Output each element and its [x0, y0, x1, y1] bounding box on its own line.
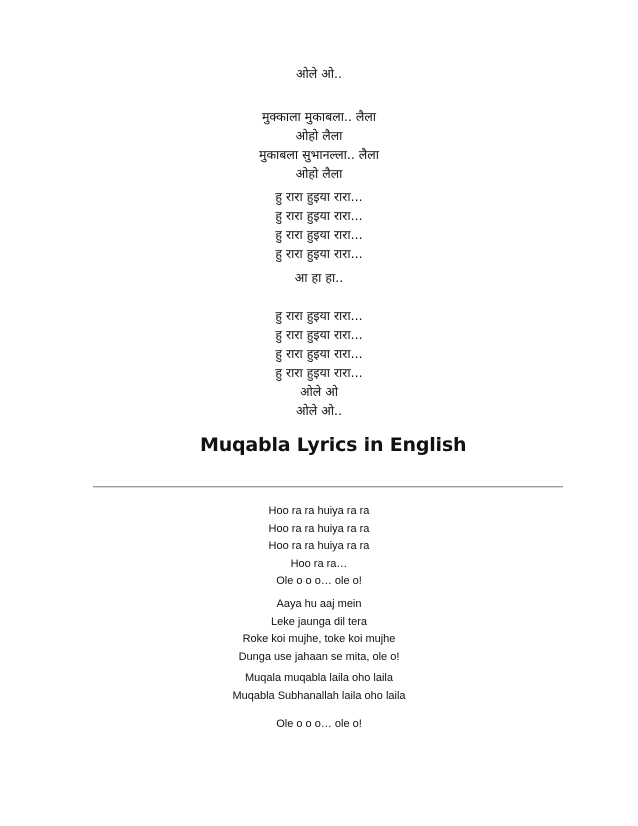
lyric-line: Ole o o o… ole o! — [276, 575, 362, 587]
english-stanza-4 — [0, 716, 638, 734]
lyric-line: मुक्काला मुकाबला.. लैला — [261, 109, 377, 124]
lyric-line: हु रारा हुइया रारा... — [275, 189, 363, 204]
lyric-line: हु रारा हुइया रारा... — [275, 308, 363, 323]
english-stanza-2 — [0, 596, 638, 666]
lyric-line: Aaya hu aaj mein — [276, 598, 362, 610]
lyric-line: Leke jaunga dil tera — [270, 615, 367, 628]
lyric-line: हु रारा हुइया रारा... — [275, 246, 363, 261]
lyric-line: मुकाबला सुभानल्ला.. लैला — [258, 147, 379, 162]
hindi-stanza-1 — [0, 64, 638, 83]
lyric-line: Hoo ra ra huiya ra ra — [268, 540, 370, 552]
hindi-stanza-6 — [0, 382, 638, 420]
hindi-stanza-4 — [0, 268, 638, 287]
lyric-line: हु रारा हुइया रारा... — [275, 365, 363, 380]
divider — [93, 486, 563, 488]
lyric-line: हु रारा हुइया रारा... — [275, 227, 363, 242]
lyric-line: ओले ओ.. — [296, 403, 342, 418]
lyric-line: Muqabla Subhanallah laila oho laila — [232, 689, 406, 702]
lyric-line: हु रारा हुइया रारा... — [275, 208, 363, 223]
lyric-line: ओले ओ — [299, 384, 339, 399]
hindi-stanza-2 — [0, 107, 638, 183]
lyric-line: ओले ओ.. — [296, 66, 342, 81]
lyric-line: ओहो लैला — [295, 166, 343, 181]
section-heading: Muqabla Lyrics in English — [200, 434, 467, 456]
hindi-stanza-3 — [0, 187, 638, 263]
lyric-line: Dunga use jahaan se mita, ole o! — [238, 650, 400, 663]
english-stanza-1 — [0, 503, 638, 591]
lyric-line: ओहो लैला — [295, 128, 343, 143]
lyric-line: Muqala muqabla laila oho laila — [245, 672, 393, 684]
lyric-line: आ हा हा.. — [294, 270, 344, 285]
lyric-line: Ole o o o… ole o! — [276, 718, 362, 730]
lyric-line: हु रारा हुइया रारा... — [275, 327, 363, 342]
lyric-line: Hoo ra ra huiya ra ra — [268, 505, 370, 517]
lyric-line: Roke koi mujhe, toke koi mujhe — [242, 633, 396, 645]
hindi-stanza-5 — [0, 306, 638, 382]
lyric-line: हु रारा हुइया रारा... — [275, 346, 363, 361]
lyric-line: Hoo ra ra… — [290, 557, 348, 570]
lyric-line: Hoo ra ra huiya ra ra — [268, 522, 370, 535]
english-stanza-3 — [0, 670, 638, 705]
